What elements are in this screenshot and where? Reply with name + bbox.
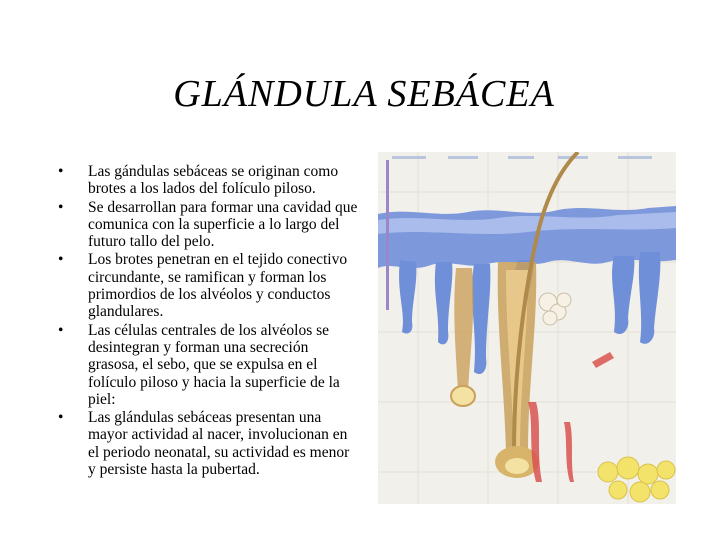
bullet-list (58, 163, 358, 479)
bullet-dot: • (58, 321, 64, 339)
dermal-papilla (505, 458, 529, 474)
bullet-text: Las células centrales de los alvéolos se desintegran y forman una secreción grasosa, el sebo, que se expulsa en el folículo piloso y hacia la superficie de la piel: (88, 321, 340, 408)
bullet-dot: • (58, 251, 64, 269)
left-ridge (386, 160, 389, 310)
bullet-item (58, 322, 358, 408)
bullet-text: Se desarrollan para formar una cavidad que comunica con la superficie a lo largo del futuro tallo del pelo. (88, 198, 358, 251)
secondary-bulb (451, 386, 475, 406)
bullet-item (58, 199, 358, 251)
bullet-dot: • (58, 198, 64, 216)
bullet-text: Las glándulas sebáceas presentan una mayor actividad al nacer, involucionan en el periodo neonatal, su actividad es menor y persiste hasta la pubertad. (88, 409, 350, 479)
skin-hair-follicle-illustration (378, 152, 676, 504)
illustration-svg (378, 152, 676, 504)
bullet-item (58, 251, 358, 320)
bullet-dot: • (58, 409, 64, 427)
slide-title: GLÁNDULA SEBÁCEA (173, 73, 555, 115)
bullet-item (58, 409, 358, 478)
bullet-item (58, 163, 358, 198)
bullet-text: Las gándulas sebáceas se originan como brotes a los lados del folículo piloso. (88, 163, 339, 198)
bullet-dot: • (58, 163, 64, 180)
bullet-text: Los brotes penetran en el tejido conectivo circundante, se ramifican y forman los primordios de los alvéolos y conductos glandulares. (88, 251, 348, 321)
